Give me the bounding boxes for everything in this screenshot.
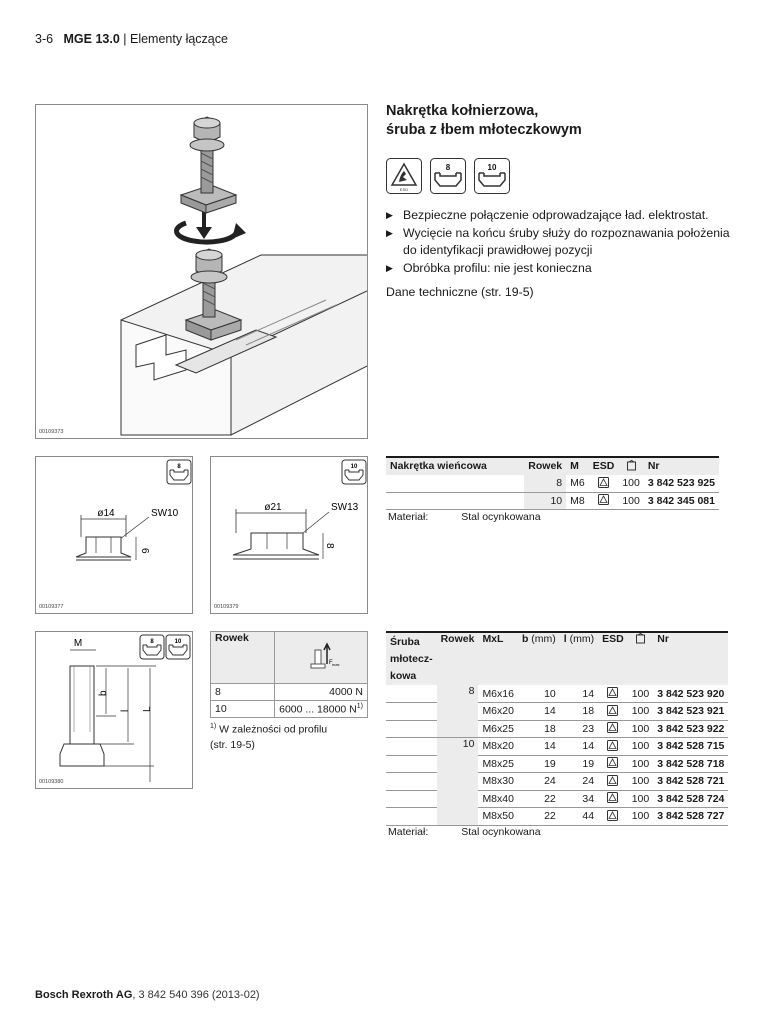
- page-number: 3-6: [35, 32, 54, 46]
- table-row: 8 M6x16 10 14 100 3 842 523 920: [386, 685, 728, 703]
- table-header: [386, 457, 719, 475]
- company-name: Bosch Rexroth AG: [35, 989, 133, 1001]
- section-code: MGE 13.0: [63, 32, 120, 46]
- rowek-cell: 8: [437, 685, 479, 738]
- table-row: M6x25 18 23 100 3 842 523 922: [386, 720, 728, 738]
- bolt-material: Materiał: Stal ocynkowana: [388, 826, 541, 838]
- svg-text:6: 6: [139, 548, 150, 554]
- packaging-icon: [628, 632, 654, 685]
- esd-symbol-icon: [386, 158, 422, 194]
- figure-id: 00109380: [39, 779, 64, 785]
- document-number: , 3 842 540 396 (2013-02): [132, 989, 260, 1001]
- main-illustration: [35, 104, 368, 439]
- svg-text:10: 10: [174, 639, 182, 645]
- hammer-bolt-drawing: [35, 631, 193, 789]
- figure-id: 00109377: [39, 604, 64, 610]
- force-icon: [275, 632, 368, 684]
- nut-slot-8-drawing: [35, 456, 193, 614]
- svg-text:max: max: [332, 662, 340, 667]
- esd-icon: [589, 475, 619, 493]
- table-row: M6x20 14 18 100 3 842 523 921: [386, 703, 728, 721]
- esd-icon: [598, 738, 628, 756]
- page-footer: [35, 989, 260, 1001]
- page-header: [35, 32, 228, 46]
- table-row: 10 M8 100 3 842 345 081: [386, 492, 719, 510]
- svg-text:b: b: [98, 690, 109, 696]
- table-row: 8 M6 100 3 842 523 925: [386, 475, 719, 493]
- feature-item: ▶ Obróbka profilu: nie jest konieczna: [386, 260, 736, 278]
- table-row: 10 6000 ... 18000 $N^{1)}$: [211, 701, 368, 718]
- table-row: 8 4000 N: [211, 684, 368, 701]
- figure-id: 00109373: [39, 429, 64, 435]
- table-row: M8x40 22 34 100 3 842 528 724: [386, 790, 728, 808]
- table-header: Rowek F max: [211, 632, 368, 684]
- section-title: | Elementy łączące: [123, 32, 228, 46]
- flange-nut-table: [386, 456, 719, 510]
- svg-text:8: 8: [324, 543, 335, 549]
- table-row: M8x50 22 44 100 3 842 528 727: [386, 808, 728, 826]
- profile-slot-10-icon: [474, 158, 510, 194]
- hammer-bolt-table: [386, 631, 728, 826]
- bullet-arrow-icon: ▶: [386, 262, 393, 273]
- product-title: [386, 102, 582, 140]
- nut-material: Materiał: Stal ocynkowana: [388, 511, 541, 523]
- feature-item: ▶ Wycięcie na końcu śruby służy do rozpoznawania położenia do identyfikacji prawidłowej pozycji: [386, 225, 730, 257]
- col-rowek: Rowek: [524, 457, 566, 475]
- esd-icon: [598, 808, 628, 826]
- svg-text:F: F: [329, 660, 333, 666]
- svg-text:8: 8: [177, 464, 181, 470]
- esd-icon: [598, 720, 628, 738]
- technical-data-reference: Dane techniczne (str. 19-5): [386, 285, 534, 299]
- esd-icon: [589, 492, 619, 510]
- col-m: M: [566, 457, 589, 475]
- svg-text:10: 10: [350, 464, 358, 470]
- svg-text:ø21: ø21: [264, 502, 282, 513]
- feature-list: [386, 207, 736, 277]
- table-header: Śruba młotecz- kowa Rowek MxL b (mm) l (mm) ESD Nr: [386, 632, 728, 685]
- col-name: Nakrętka wieńcowa: [386, 457, 524, 475]
- esd-icon: [598, 773, 628, 791]
- col-esd: ESD: [589, 457, 619, 475]
- esd-icon: [598, 790, 628, 808]
- figure-id: 00109379: [214, 604, 239, 610]
- title-line-1: Nakrętka kołnierzowa,: [386, 103, 539, 119]
- feature-item: ▶ Bezpieczne połączenie odprowadzające ład. elektrostat.: [386, 207, 736, 225]
- svg-text:8: 8: [445, 163, 451, 172]
- esd-icon: [598, 685, 628, 703]
- svg-text:SW13: SW13: [331, 502, 359, 513]
- svg-text:M: M: [73, 638, 83, 649]
- table-row: M8x25 19 19 100 3 842 528 718: [386, 755, 728, 773]
- footnote: $^{1)}$ W zależności od profilu (str. 19-5): [210, 723, 328, 751]
- svg-text:l: l: [120, 709, 131, 712]
- table-row: 10 M8x20 14 14 100 3 842 528 715: [386, 738, 728, 756]
- bullet-arrow-icon: ▶: [386, 227, 393, 238]
- table-row: M8x30 24 24 100 3 842 528 721: [386, 773, 728, 791]
- packaging-icon: [618, 457, 644, 475]
- force-table: [210, 631, 368, 718]
- esd-icon: [598, 703, 628, 721]
- svg-text:L: L: [142, 706, 153, 712]
- col-nr: Nr: [644, 457, 719, 475]
- svg-text:ø14: ø14: [97, 508, 115, 519]
- esd-icon: [598, 755, 628, 773]
- rowek-cell: 10: [437, 738, 479, 826]
- profile-slot-8-icon: [430, 158, 466, 194]
- nut-slot-10-drawing: [210, 456, 368, 614]
- svg-text:8: 8: [150, 639, 154, 645]
- bullet-arrow-icon: ▶: [386, 210, 393, 220]
- svg-text:ESD: ESD: [399, 187, 409, 192]
- title-line-2: śruba z łbem młoteczkowym: [386, 122, 582, 138]
- svg-text:10: 10: [487, 163, 497, 172]
- svg-text:SW10: SW10: [151, 508, 179, 519]
